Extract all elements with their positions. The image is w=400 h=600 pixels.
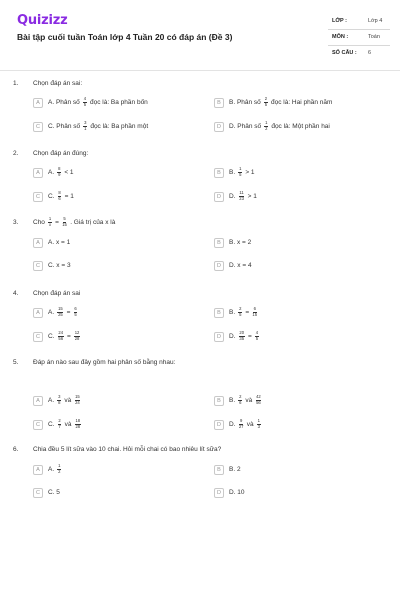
fraction	[74, 307, 78, 317]
option-letter-box[interactable]: A	[33, 168, 43, 178]
spacer	[261, 123, 263, 130]
fraction-denominator: 2	[58, 469, 61, 474]
meta-row-count	[328, 46, 390, 61]
fraction-numerator: 18	[75, 418, 81, 424]
text-segment: D.	[229, 421, 236, 428]
fraction-numerator: 15	[58, 306, 63, 312]
option-text	[229, 466, 241, 473]
option-letter-box[interactable]: A	[33, 308, 43, 318]
text-segment: Chọn đáp án sai:	[33, 80, 83, 87]
option-letter-box[interactable]: C	[33, 488, 43, 498]
text-segment: Chia đều 5 lít sữa vào 10 chai. Hỏi mỗi chai có bao nhiêu lít sữa?	[33, 446, 222, 453]
spacer	[249, 309, 251, 316]
fraction-numerator: 2	[239, 394, 242, 400]
spacer	[235, 169, 237, 176]
spacer	[235, 397, 237, 404]
spacer	[70, 309, 72, 316]
fraction-numerator: 8	[58, 166, 61, 172]
fraction	[48, 217, 52, 227]
option-letter-box[interactable]: D	[214, 420, 224, 430]
fraction	[238, 395, 242, 405]
fraction-denominator: 5	[83, 102, 87, 107]
option-letter-box[interactable]: B	[214, 98, 224, 108]
answer-option-d[interactable]	[214, 260, 252, 271]
answer-option-a[interactable]	[33, 395, 82, 406]
question-text	[33, 359, 175, 366]
fraction	[257, 419, 261, 429]
fraction-numerator: 15	[75, 394, 80, 400]
option-text	[48, 464, 63, 474]
fraction-denominator: 2	[265, 126, 268, 131]
question-number: 1.	[13, 80, 19, 87]
fraction-numerator: 4	[83, 96, 87, 102]
option-letter-box[interactable]: D	[214, 122, 224, 132]
fraction-numerator: 3	[84, 120, 87, 126]
spacer	[80, 99, 82, 106]
text-segment: Chọn đáp án đúng:	[33, 150, 89, 157]
answer-option-b[interactable]	[214, 97, 332, 108]
spacer	[235, 309, 237, 316]
answer-option-a[interactable]	[33, 167, 74, 178]
fraction-numerator: 1	[265, 120, 268, 126]
text-segment: A.	[48, 309, 55, 316]
text-segment: . Giá trị của x là	[70, 218, 116, 226]
answer-option-c[interactable]	[33, 419, 82, 430]
option-text	[229, 395, 263, 405]
option-text	[229, 121, 330, 131]
option-text	[229, 262, 252, 269]
text-segment: B. 2	[229, 466, 241, 473]
text-segment: D. 10	[229, 489, 245, 496]
option-text	[48, 395, 82, 405]
fraction-denominator: 5	[74, 312, 77, 317]
spacer	[55, 333, 57, 340]
spacer	[236, 333, 238, 340]
fraction-denominator: 24	[75, 400, 80, 405]
option-letter-box[interactable]: A	[33, 238, 43, 248]
spacer	[54, 169, 56, 176]
fraction-numerator: 1	[257, 418, 260, 424]
fraction-denominator: 23	[239, 196, 244, 201]
spacer	[55, 193, 57, 200]
question-number: 6.	[13, 446, 19, 453]
option-letter-box[interactable]: B	[214, 396, 224, 406]
fraction-numerator: 12	[74, 330, 80, 336]
fraction-denominator: 6	[58, 196, 61, 201]
fraction	[239, 191, 245, 201]
fraction-numerator: 6	[74, 306, 77, 312]
spacer	[252, 397, 254, 404]
fraction-denominator: 56	[58, 336, 64, 341]
answer-option-b[interactable]	[214, 464, 241, 475]
option-letter-box[interactable]: A	[33, 396, 43, 406]
text-segment: B.	[229, 397, 236, 404]
fraction-denominator: 5	[255, 336, 259, 341]
text-segment: D. Phân số	[229, 123, 262, 130]
fraction-numerator: 2	[58, 418, 61, 424]
answer-option-a[interactable]	[33, 307, 79, 318]
fraction	[252, 307, 257, 317]
text-segment: C. Phân số	[48, 123, 81, 130]
header-divider	[0, 70, 400, 71]
option-letter-box[interactable]: C	[33, 122, 43, 132]
fraction-numerator: 3	[58, 394, 61, 400]
answer-option-c[interactable]	[33, 487, 60, 498]
answer-option-d[interactable]	[214, 191, 257, 202]
spacer	[254, 421, 256, 428]
option-text	[229, 419, 262, 429]
fraction-numerator: 8	[58, 190, 61, 196]
spacer	[54, 466, 56, 473]
text-segment: A.	[48, 466, 55, 473]
option-text	[48, 191, 74, 201]
option-text	[229, 191, 257, 201]
text-segment: đọc là: Ba phần bốn	[89, 99, 148, 106]
fraction-numerator: 20	[239, 330, 245, 336]
fraction	[57, 307, 63, 317]
question-text	[33, 80, 82, 87]
text-segment: =	[245, 309, 250, 316]
text-segment: =	[66, 309, 71, 316]
fraction-denominator: 7	[58, 424, 61, 429]
fraction-denominator: 28	[75, 424, 81, 429]
option-text	[229, 331, 260, 341]
text-segment: D.	[229, 333, 236, 340]
option-letter-box[interactable]: A	[33, 465, 43, 475]
text-segment: D.	[229, 193, 236, 200]
option-text	[48, 239, 70, 246]
text-segment: < 1	[64, 169, 74, 176]
fraction	[256, 395, 262, 405]
spacer	[54, 397, 56, 404]
spacer	[54, 309, 56, 316]
spacer	[80, 123, 82, 130]
question-text	[33, 290, 80, 297]
option-letter-box[interactable]: C	[33, 261, 43, 271]
meta-key: LỚP :	[332, 18, 347, 24]
fraction-numerator: 5	[63, 216, 66, 221]
option-letter-box[interactable]: D	[214, 192, 224, 202]
option-text	[48, 167, 74, 177]
fraction	[83, 121, 87, 131]
fraction	[58, 419, 62, 429]
worksheet-title: Bài tập cuối tuần Toán lớp 4 Tuần 20 có đáp án (Đề 3)	[17, 32, 233, 42]
text-segment: C.	[48, 333, 55, 340]
meta-value: Toán	[368, 34, 380, 40]
fraction-numerator: 6	[253, 306, 256, 312]
answer-option-b[interactable]	[214, 237, 251, 248]
text-segment: đọc là: Hai phần năm	[270, 99, 333, 106]
fraction-denominator: 3	[257, 424, 260, 429]
text-segment: C. x = 3	[48, 262, 71, 269]
fraction-denominator: 15	[252, 312, 258, 317]
spacer	[71, 333, 73, 340]
fraction-numerator: 11	[239, 190, 244, 196]
meta-row-class	[328, 14, 390, 30]
spacer	[55, 421, 57, 428]
meta-value: Lớp 4	[368, 18, 383, 24]
question-number: 2.	[13, 150, 19, 157]
option-text	[229, 239, 251, 246]
fraction-numerator: 24	[58, 330, 64, 336]
fraction-denominator: 25	[58, 312, 63, 317]
fraction	[239, 419, 244, 429]
text-segment: A. x = 1	[48, 239, 71, 246]
text-segment: B.	[229, 169, 236, 176]
option-text	[48, 262, 71, 269]
meta-table	[328, 14, 390, 61]
fraction	[264, 121, 268, 131]
option-text	[229, 307, 259, 317]
answer-option-b[interactable]	[214, 307, 259, 318]
fraction-numerator: 1	[239, 166, 242, 172]
text-segment: =	[66, 333, 71, 340]
fraction-denominator: 9	[58, 172, 61, 177]
fraction	[74, 331, 80, 341]
quizizz-logo: Quizizz	[17, 13, 68, 28]
text-segment: C.	[48, 421, 55, 428]
fraction-denominator: 35	[239, 336, 245, 341]
fraction	[264, 97, 268, 107]
option-letter-box[interactable]: C	[33, 192, 43, 202]
text-segment: và	[246, 421, 254, 428]
text-segment: và	[64, 421, 72, 428]
option-text	[48, 331, 81, 341]
text-segment: =	[247, 333, 252, 340]
question-text	[33, 446, 221, 453]
fraction	[239, 331, 245, 341]
fraction	[238, 167, 242, 177]
fraction-numerator: 2	[264, 96, 268, 102]
option-letter-box[interactable]: B	[214, 168, 224, 178]
fraction	[62, 217, 67, 227]
fraction-denominator: 5	[239, 312, 242, 317]
text-segment: = 1	[64, 193, 74, 200]
meta-value: 6	[368, 50, 372, 56]
fraction-numerator: 9	[239, 418, 243, 424]
option-text	[229, 97, 332, 107]
fraction-denominator: 1	[84, 126, 87, 131]
option-letter-box[interactable]: A	[33, 98, 43, 108]
fraction	[57, 395, 61, 405]
option-text	[229, 167, 255, 177]
option-letter-box[interactable]: C	[33, 332, 43, 342]
option-letter-box[interactable]: D	[214, 488, 224, 498]
spacer	[59, 219, 61, 226]
text-segment: C. 5	[48, 489, 60, 496]
answer-option-d[interactable]	[214, 487, 245, 498]
spacer	[236, 421, 238, 428]
answer-option-b[interactable]	[214, 167, 255, 178]
fraction-denominator: 5	[264, 102, 268, 107]
fraction-denominator: 5	[239, 172, 242, 177]
fraction	[83, 97, 87, 107]
spacer	[261, 99, 263, 106]
option-text	[48, 419, 82, 429]
text-segment: Cho	[33, 218, 45, 226]
text-segment: A. Phân số	[48, 99, 80, 106]
answer-option-d[interactable]	[214, 121, 330, 132]
fraction-numerator: 4	[255, 330, 259, 336]
fraction-numerator: 1	[48, 216, 52, 221]
spacer	[252, 333, 254, 340]
question-text	[33, 150, 88, 157]
text-segment: B. x = 2	[229, 239, 252, 246]
fraction-denominator: 28	[74, 336, 80, 341]
text-segment: =	[55, 218, 59, 226]
option-letter-box[interactable]: D	[214, 261, 224, 271]
fraction-denominator: 6	[239, 400, 242, 405]
text-segment: B.	[229, 309, 236, 316]
question-number: 4.	[13, 290, 19, 297]
spacer	[72, 421, 74, 428]
fraction-denominator: 56	[256, 400, 261, 405]
text-segment: và	[64, 397, 72, 404]
question-number: 3.	[13, 219, 19, 226]
answer-option-d[interactable]	[214, 331, 260, 342]
question-text	[33, 217, 115, 227]
text-segment: > 1	[245, 169, 255, 176]
text-segment: A.	[48, 169, 55, 176]
option-text	[48, 489, 60, 496]
fraction-numerator: 2	[239, 306, 242, 312]
option-letter-box[interactable]: C	[33, 420, 43, 430]
answer-option-a[interactable]	[33, 97, 148, 108]
fraction	[255, 331, 259, 341]
fraction-denominator: 15	[62, 221, 67, 227]
option-letter-box[interactable]: B	[214, 308, 224, 318]
text-segment: > 1	[247, 193, 257, 200]
fraction-numerator: 42	[256, 394, 261, 400]
option-text	[48, 307, 79, 317]
answer-option-b[interactable]	[214, 395, 263, 406]
spacer	[71, 397, 73, 404]
answer-option-c[interactable]	[33, 191, 74, 202]
answer-option-c[interactable]	[33, 331, 81, 342]
text-segment: đọc là: Ba phần một	[90, 123, 149, 130]
answer-option-c[interactable]	[33, 260, 71, 271]
text-segment: Chọn đáp án sai	[33, 290, 81, 297]
answer-option-d[interactable]	[214, 419, 262, 430]
option-text	[48, 121, 148, 131]
fraction	[75, 395, 81, 405]
fraction-numerator: 1	[58, 463, 61, 469]
answer-option-c[interactable]	[33, 121, 148, 132]
answer-option-a[interactable]	[33, 464, 63, 475]
meta-key: MÔN :	[332, 34, 349, 40]
fraction	[238, 307, 242, 317]
text-segment: C.	[48, 193, 55, 200]
option-text	[48, 97, 148, 107]
spacer	[236, 193, 238, 200]
fraction	[58, 331, 64, 341]
fraction-denominator: x	[48, 221, 52, 227]
fraction	[75, 419, 81, 429]
fraction-denominator: 8	[58, 400, 61, 405]
option-letter-box[interactable]: B	[214, 238, 224, 248]
text-segment: A.	[48, 397, 55, 404]
fraction-denominator: 27	[238, 424, 244, 429]
text-segment: D. x = 4	[229, 262, 252, 269]
option-text	[229, 489, 245, 496]
meta-key: SỐ CÂU :	[332, 50, 357, 56]
question-number: 5.	[13, 359, 19, 366]
option-letter-box[interactable]: B	[214, 465, 224, 475]
meta-row-subject	[328, 30, 390, 46]
spacer	[45, 219, 47, 226]
text-segment: và	[245, 397, 253, 404]
answer-option-a[interactable]	[33, 237, 70, 248]
fraction	[57, 464, 61, 474]
option-letter-box[interactable]: D	[214, 332, 224, 342]
text-segment: Đáp án nào sau đây gồm hai phân số bằng nhau:	[33, 359, 176, 366]
text-segment: đọc là: Một phần hai	[271, 123, 330, 130]
fraction	[57, 167, 61, 177]
text-segment: B. Phân số	[229, 99, 261, 106]
fraction	[58, 191, 62, 201]
